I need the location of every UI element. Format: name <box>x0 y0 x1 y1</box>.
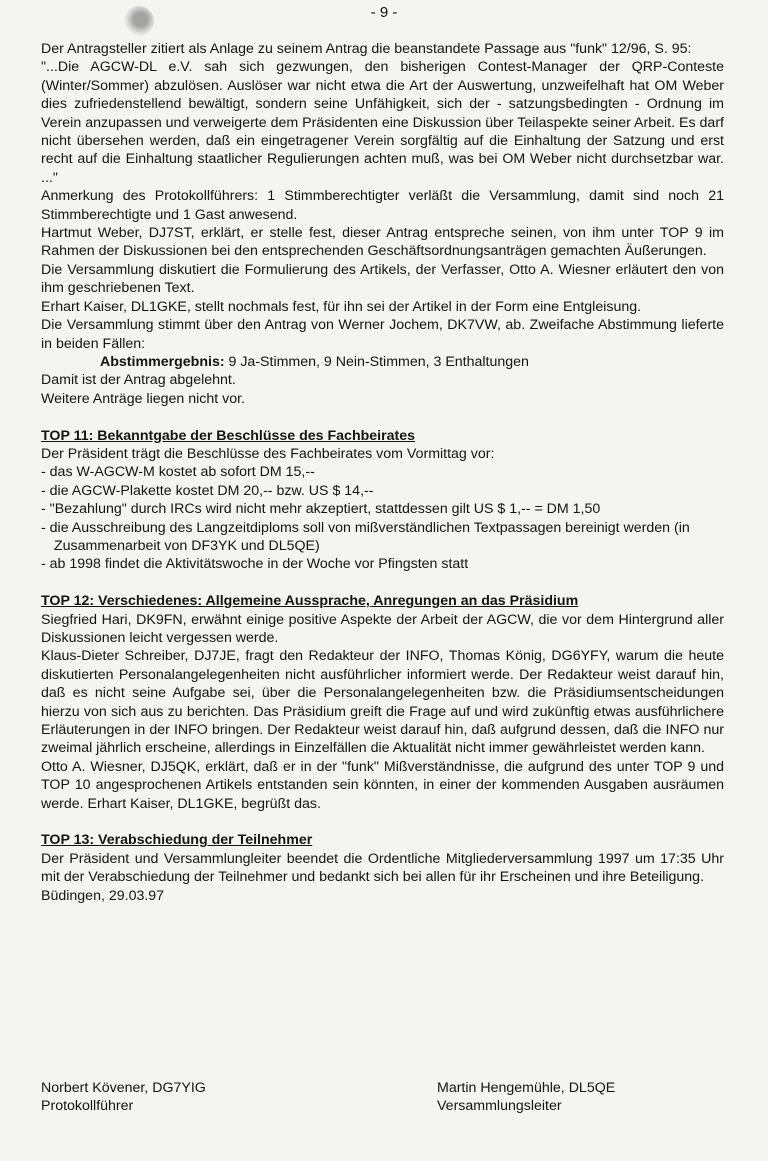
chair-role: Versammlungsleiter <box>437 1098 562 1115</box>
vote-result-label: Abstimmergebnis: <box>100 353 225 370</box>
decisions-list <box>41 463 724 573</box>
top12-paragraph-hari: Siegfried Hari, DK9FN, erwähnt einige positive Aspekte der Arbeit der AGCW, die vor dem Hintergrund aller Diskussionen leicht vergessen werde. <box>41 611 724 646</box>
vote-result-line <box>41 353 724 371</box>
list-item: - ab 1998 findet die Aktivitätswoche in der Woche vor Pfingsten statt <box>41 556 469 573</box>
vote-intro: Die Versammlung stimmt über den Antrag von Werner Jochem, DK7VW, ab. Zweifache Abstimmung lieferte in beiden Fällen: <box>41 317 724 352</box>
list-item: - "Bezahlung" durch IRCs wird nicht mehr akzeptiert, stattdessen gilt US $ 1,-- = DM 1,50 <box>41 501 601 518</box>
section-heading-top12: TOP 12: Verschiedenes: Allgemeine Aussprache, Anregungen an das Präsidium <box>41 593 579 610</box>
signature-right <box>437 1079 615 1116</box>
list-item: - die Ausschreibung des Langzeitdiploms soll von mißverständlichen Textpassagen bereinigt werden (in Zusammenarbeit von DF3YK und DL5QE) <box>41 519 690 554</box>
top11-lead: Der Präsident trägt die Beschlüsse des Fachbeirates vom Vormittag vor: <box>41 445 495 462</box>
top13-paragraph: Der Präsident und Versammlungleiter beendet die Ordentliche Mitgliederversammlung 1997 um 17:35 Uhr mit der Verabschiedung der Teilnehmer und bedankt sich bei allen für ihr Erscheinen und ihre Beteiligung. <box>41 850 724 886</box>
chair-name: Martin Hengemühle, DL5QE <box>437 1080 616 1096</box>
statement-kaiser: Erhart Kaiser, DL1GKE, stellt nochmals fest, für ihn sei der Artikel in der Form eine Entgleisung. <box>41 298 642 315</box>
place-and-date: Büdingen, 29.03.97 <box>41 887 165 904</box>
quoted-passage: "...Die AGCW-DL e.V. sah sich gezwungen, den bisherigen Contest-Manager der QRP-Conteste (Winter/Sommer) abzulösen. Auslöser war nicht etwa die Art der Auswertung, unzweifelhaft hat OM Weber dies zufriedenstellend bewältigt, sondern seine Unfähigkeit, sich der - satzungsbedingten - Ordnung im Verein anzupassen und verweigerte dem Präsidenten eine Diskussion über Teilaspekte seiner Arbeit. Es darf nicht übersehen werden, daß ein eingetragener Verein sorgfältig auf die Einhaltung der Satzung und erst recht auf die Einhaltung staatlicher Regulierungen achten muß, was bei OM Weber nicht durchsetzbar war. ..." <box>41 59 724 186</box>
signature-left <box>41 1079 206 1116</box>
document-body <box>41 40 724 905</box>
statement-weber: Hartmut Weber, DJ7ST, erklärt, er stelle fest, dieser Antrag entspreche seinen, von ihm unter TOP 9 im Rahmen der Diskussionen bei den entsprechenden Geschäftsordnungsanträgen gemachten Äußerungen. <box>41 225 724 260</box>
top12-paragraph-schreiber: Klaus-Dieter Schreiber, DJ7JE, fragt den Redakteur der INFO, Thomas König, DG6YFY, warum die heute diskutierten Personalangelegenheiten nicht ausführlicher informiert werde. Der Redakteur weist darauf hin, daß es nicht seine Aufgabe sei, über die Personalangelegenheiten bzw. die Präsidiumsentscheidungen hierzu von sich aus zu berichten. Das Präsidium greift die Frage auf und wird zukünftig etwas ausführlichere Erläuterungen in der INFO bringen. Der Redakteur weist darauf hin, daß aufgrund dessen, daß die INFO nur zweimal jährlich erscheine, allerdings in Einzelfällen die Aktualität nicht immer gewährleistet werden kann. <box>41 648 724 757</box>
page-number: - 9 - <box>370 4 398 21</box>
list-item: - das W-AGCW-M kostet ab sofort DM 15,-- <box>41 464 315 481</box>
recorder-name: Norbert Kövener, DG7YIG <box>41 1080 206 1096</box>
protocol-note: Anmerkung des Protokollführers: 1 Stimmberechtigter verläßt die Versammlung, damit sind noch 21 Stimmberechtigte und 1 Gast anwesend. <box>41 188 724 223</box>
motion-rejected: Damit ist der Antrag abgelehnt. <box>41 372 236 389</box>
no-further-motions: Weitere Anträge liegen nicht vor. <box>41 390 245 407</box>
recorder-role: Protokollführer <box>41 1098 134 1115</box>
top12-paragraph-wiesner: Otto A. Wiesner, DJ5QK, erklärt, daß er in der "funk" Mißverständnisse, die aufgrund des unter TOP 9 und TOP 10 angesprochenen Artikels entstanden sein könnten, in einer der kommenden Ausgaben ausräumen werde. Erhart Kaiser, DL1GKE, begrüßt das. <box>41 758 724 812</box>
section-heading-top11: TOP 11: Bekanntgabe der Beschlüsse des Fachbeirates <box>41 427 416 444</box>
list-item: - die AGCW-Plakette kostet DM 20,-- bzw. US $ 14,-- <box>41 482 374 499</box>
section-heading-top13: TOP 13: Verabschiedung der Teilnehmer <box>41 832 313 849</box>
vote-result-value: 9 Ja-Stimmen, 9 Nein-Stimmen, 3 Enthaltungen <box>224 353 529 370</box>
discussion-paragraph: Die Versammlung diskutiert die Formulierung des Artikels, der Verfasser, Otto A. Wiesner erläutert den von ihm geschriebenen Text. <box>41 261 724 297</box>
intro-paragraph: Der Antragsteller zitiert als Anlage zu seinem Antrag die beanstandete Passage aus "funk" 12/96, S. 95: <box>41 41 692 57</box>
